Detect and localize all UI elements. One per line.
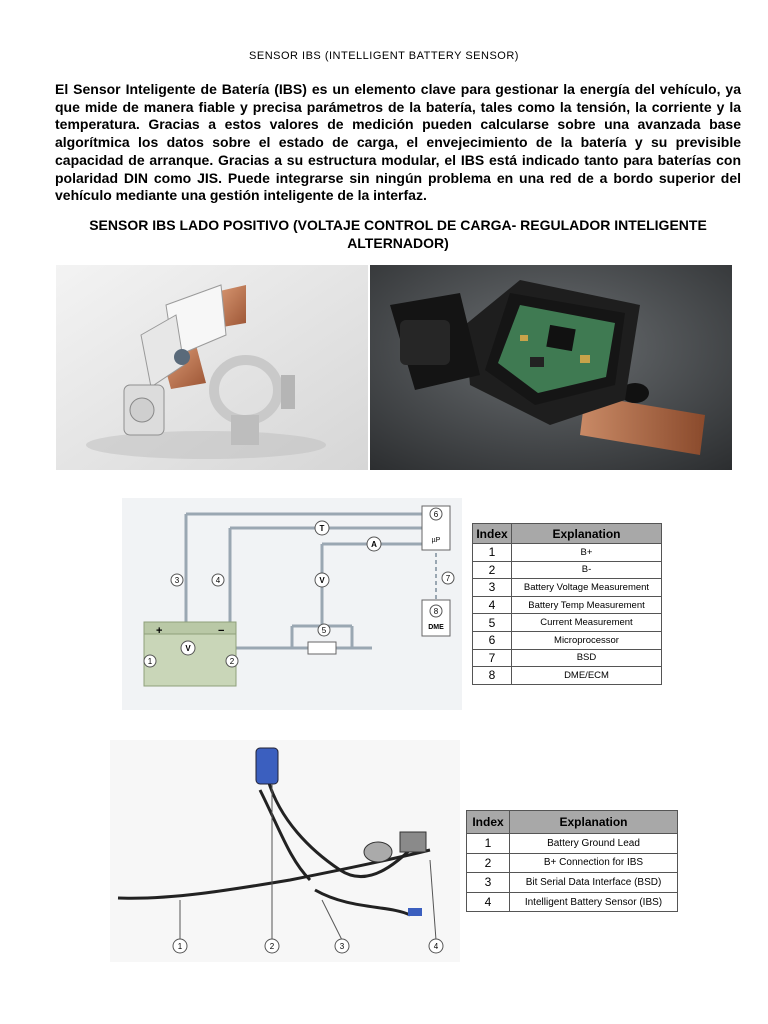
ibs-sensor-photo (56, 265, 368, 470)
callout-8: 8 (433, 607, 439, 616)
table-row: 6 Microprocessor (473, 631, 662, 649)
temp-t-label: T (319, 524, 325, 533)
table-row: 2 B+ Connection for IBS (467, 853, 678, 873)
callout-7: 7 (445, 574, 451, 583)
harness-callout-4: 4 (433, 942, 439, 951)
ibs-schematic-diagram (122, 498, 462, 710)
battery-plus-label: + (156, 625, 163, 637)
table-header-index: Index (467, 811, 510, 834)
table-row: 4 Intelligent Battery Sensor (IBS) (467, 892, 678, 912)
table-row: 1 Battery Ground Lead (467, 834, 678, 854)
callout-6: 6 (433, 510, 439, 519)
page-title: SENSOR IBS (INTELLIGENT BATTERY SENSOR) (249, 50, 519, 62)
schematic-legend-table (472, 523, 662, 685)
table-row: 4 Battery Temp Measurement (473, 596, 662, 614)
callout-4: 4 (215, 576, 221, 585)
table-row: 5 Current Measurement (473, 614, 662, 632)
microprocessor-label: µP (431, 537, 441, 544)
table-row: 8 DME/ECM (473, 667, 662, 685)
ibs-harness-diagram (110, 740, 460, 962)
table-header-index: Index (473, 524, 512, 544)
intro-paragraph: El Sensor Inteligente de Batería (IBS) es un elemento clave para gestionar la energía del vehículo, ya que mide de manera fiable y precisa parámetros de la batería, tales como la tensión, la corriente y la temperatura. Gracias a estos valores de medición pueden calcularse sobre una avanzada base algorítmica los datos sobre el estado de carga, el envejecimiento de la batería y su previsible capacidad de arranque. Gracias a su estructura modular, el IBS está indicado tanto para baterías con polaridad DIN como JIS. Puede integrarse sin ningún problema en una red de a bordo superior del vehículo mediante una gestión inteligente de la interfaz. (55, 81, 741, 204)
harness-callout-3: 3 (339, 942, 345, 951)
callout-3: 3 (174, 576, 180, 585)
section-title: SENSOR IBS LADO POSITIVO (VOLTAJE CONTROL DE CARGA- REGULADOR INTELIGENTE ALTERNADOR) (89, 217, 707, 251)
callout-5: 5 (321, 626, 327, 635)
callout-2: 2 (229, 657, 235, 666)
harness-callout-1: 1 (177, 942, 183, 951)
dme-label: DME (428, 624, 444, 631)
voltmeter-v-shunt: V (319, 576, 325, 585)
table-row: 3 Battery Voltage Measurement (473, 579, 662, 597)
table-row: 1 B+ (473, 544, 662, 562)
battery-minus-label: − (218, 625, 225, 637)
table-row: 3 Bit Serial Data Interface (BSD) (467, 873, 678, 893)
ibs-circuit-photo (370, 265, 732, 470)
table-row: 2 B- (473, 561, 662, 579)
table-row: 7 BSD (473, 649, 662, 667)
table-header-explanation: Explanation (512, 524, 662, 544)
amp-a-label: A (371, 540, 377, 549)
voltmeter-v-battery: V (185, 644, 191, 653)
harness-callout-2: 2 (269, 942, 275, 951)
table-header-explanation: Explanation (510, 811, 678, 834)
callout-1: 1 (147, 657, 153, 666)
harness-legend-table (466, 810, 678, 912)
